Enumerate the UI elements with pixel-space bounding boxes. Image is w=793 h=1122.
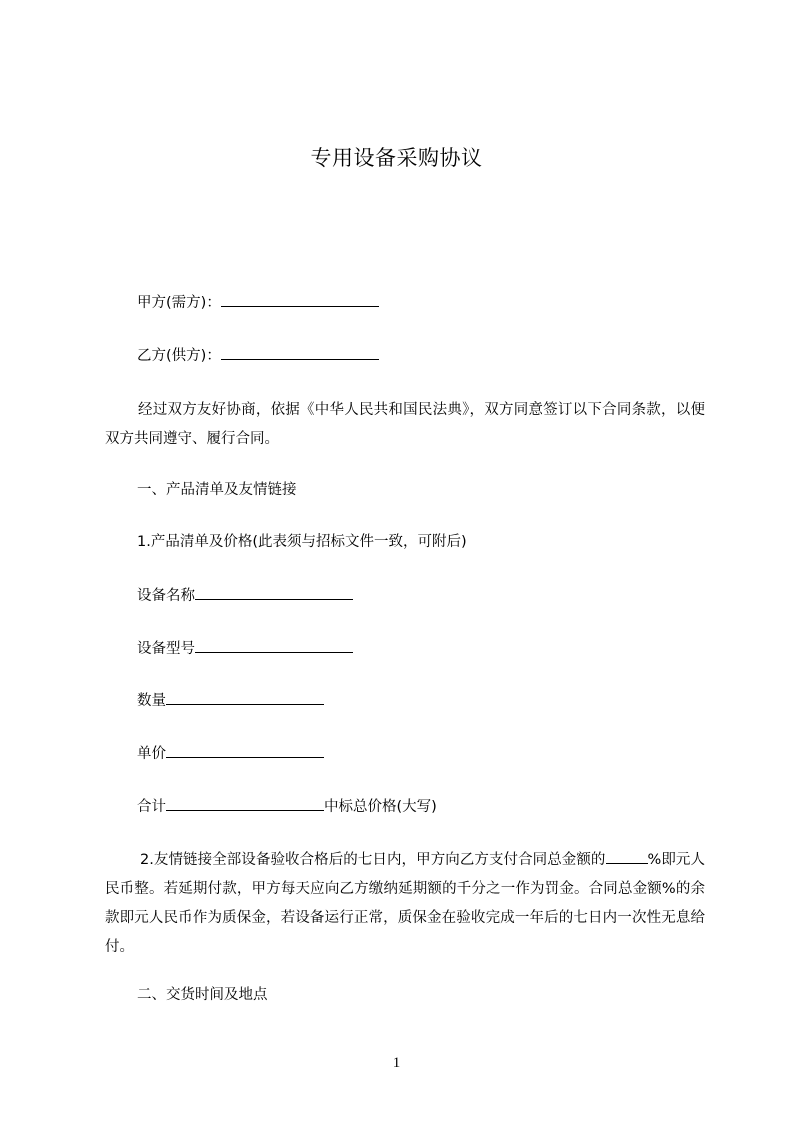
party-b-line [137, 346, 379, 365]
item2-suffix: %即元人民币整。若延期付款，甲方每天应向乙方缴纳延期额的千分之一作为罚金。合同总金额%的余款即元人民币作为质保金，若设备运行正常，质保金在验收完成一年后的七日内一次性无息给付。 [105, 852, 705, 955]
total-label: 合计 [137, 799, 166, 815]
total-suffix-label: 中标总价格(大写) [324, 799, 437, 815]
section1-heading: 一、产品清单及友情链接 [137, 482, 297, 498]
page-number: 1 [392, 1055, 401, 1071]
party-a-line [137, 293, 379, 312]
party-a-blank[interactable] [221, 293, 379, 307]
equipment-model-line [137, 639, 353, 658]
party-a-label: 甲方(需方)： [137, 295, 221, 311]
equipment-model-label: 设备型号 [137, 641, 195, 657]
equipment-model-blank[interactable] [195, 639, 353, 653]
document-title: 专用设备采购协议 [310, 146, 483, 170]
percentage-blank[interactable] [606, 850, 648, 864]
equipment-name-line [137, 586, 353, 605]
section1-item2-paragraph [105, 846, 705, 962]
unit-price-label: 单价 [137, 746, 166, 762]
quantity-label: 数量 [137, 693, 166, 709]
unit-price-line [137, 744, 324, 763]
unit-price-blank[interactable] [166, 744, 324, 758]
section1-item1: 1.产品清单及价格(此表须与招标文件一致，可附后) [137, 534, 467, 550]
section2-heading: 二、交货时间及地点 [137, 987, 268, 1003]
quantity-blank[interactable] [166, 691, 324, 705]
party-b-label: 乙方(供方)： [137, 348, 221, 364]
equipment-name-blank[interactable] [195, 586, 353, 600]
party-b-blank[interactable] [221, 346, 379, 360]
intro-paragraph: 经过双方友好协商，依据《中华人民共和国民法典》，双方同意签订以下合同条款，以便双方共同遵守、履行合同。 [105, 402, 705, 447]
total-line [137, 797, 437, 816]
total-blank[interactable] [166, 797, 324, 811]
equipment-name-label: 设备名称 [137, 588, 195, 604]
quantity-line [137, 691, 324, 710]
item2-prefix: 2.友情链接全部设备验收合格后的七日内，甲方向乙方支付合同总金额的 [140, 852, 606, 868]
